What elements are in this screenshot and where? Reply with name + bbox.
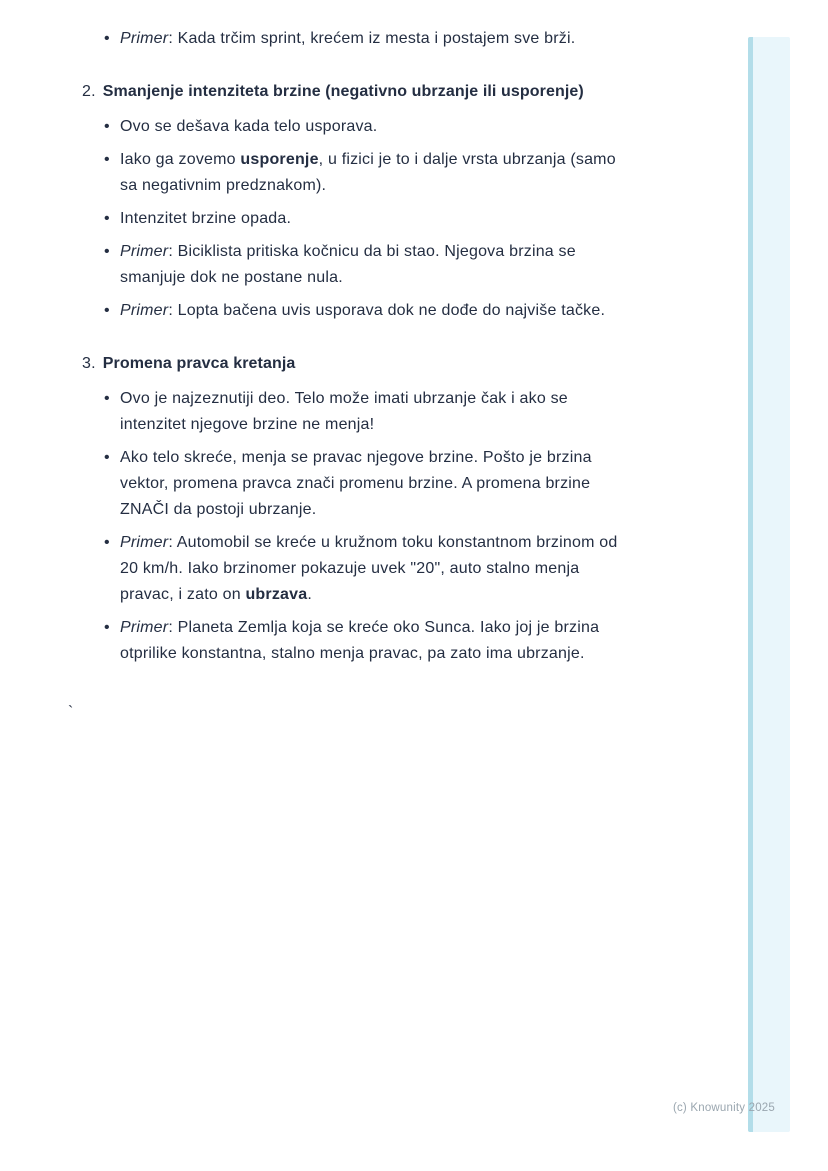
text-segment: . xyxy=(307,586,312,603)
document-body xyxy=(82,26,682,674)
list-item xyxy=(120,530,620,608)
text-segment: Iako ga zovemo xyxy=(120,151,241,168)
text-segment: , u fizici je to i dalje vrsta ubrzanja (samo sa negativnim predznakom). xyxy=(120,151,616,194)
list-item xyxy=(120,239,620,291)
section-title: Smanjenje intenziteta brzine (negativno ubrzanje ili usporenje) xyxy=(102,83,584,100)
section-bullet-list xyxy=(82,114,682,324)
text-segment: Ovo je najzeznutiji deo. Telo može imati ubrzanje čak i ako se intenzitet njegove brzine ne menja! xyxy=(120,390,568,433)
list-item xyxy=(120,206,620,232)
copyright-footer: (c) Knowunity 2025 xyxy=(672,1102,775,1114)
section-heading xyxy=(82,79,682,105)
italic-text-segment: Primer xyxy=(120,302,169,319)
section-bullet-list xyxy=(82,386,682,667)
text-segment: : Biciklista pritiska kočnicu da bi stao. Njegova brzina se smanjuje dok ne postane nula. xyxy=(120,243,576,286)
text-segment: : Lopta bačena uvis usporava dok ne dođe do najviše tačke. xyxy=(168,302,606,319)
list-item xyxy=(120,147,620,199)
right-highlight-stripe xyxy=(748,37,790,1132)
intro-bullet-list xyxy=(82,26,682,52)
stray-backtick-mark: ` xyxy=(68,704,74,721)
text-segment: : Automobil se kreće u kružnom toku konstantnom brzinom od 20 km/h. Iako brzinomer pokazuje uvek "20", auto stalno menja pravac, i zato on xyxy=(120,534,618,603)
italic-text-segment: Primer xyxy=(120,534,169,551)
text-segment: : Kada trčim sprint, krećem iz mesta i postajem sve brži. xyxy=(168,30,576,47)
italic-text-segment: Primer xyxy=(120,243,169,260)
section-title: Promena pravca kretanja xyxy=(102,355,296,372)
bold-text-segment: ubrzava xyxy=(245,586,308,603)
text-segment: : Planeta Zemlja koja se kreće oko Sunca. Iako joj je brzina otprilike konstantna, stalno menja pravac, pa zato ima ubrzanje. xyxy=(120,619,600,662)
section-heading xyxy=(82,351,682,377)
list-item xyxy=(120,386,620,438)
italic-text-segment: Primer xyxy=(120,619,169,636)
list-item xyxy=(120,114,620,140)
list-item xyxy=(120,615,620,667)
text-segment: Intenzitet brzine opada. xyxy=(120,210,292,227)
text-segment: Ako telo skreće, menja se pravac njegove brzine. Pošto je brzina vektor, promena pravca znači promenu brzine. A promena brzine ZNAČI da postoji ubrzanje. xyxy=(120,449,592,518)
text-segment: Ovo se dešava kada telo usporava. xyxy=(120,118,378,135)
list-item xyxy=(120,298,620,324)
section-2 xyxy=(82,79,682,324)
section-number: 3. xyxy=(82,355,96,372)
bold-text-segment: usporenje xyxy=(240,151,319,168)
list-item xyxy=(120,26,620,52)
italic-text-segment: Primer xyxy=(120,30,169,47)
section-3 xyxy=(82,351,682,667)
section-number: 2. xyxy=(82,83,96,100)
list-item xyxy=(120,445,620,523)
